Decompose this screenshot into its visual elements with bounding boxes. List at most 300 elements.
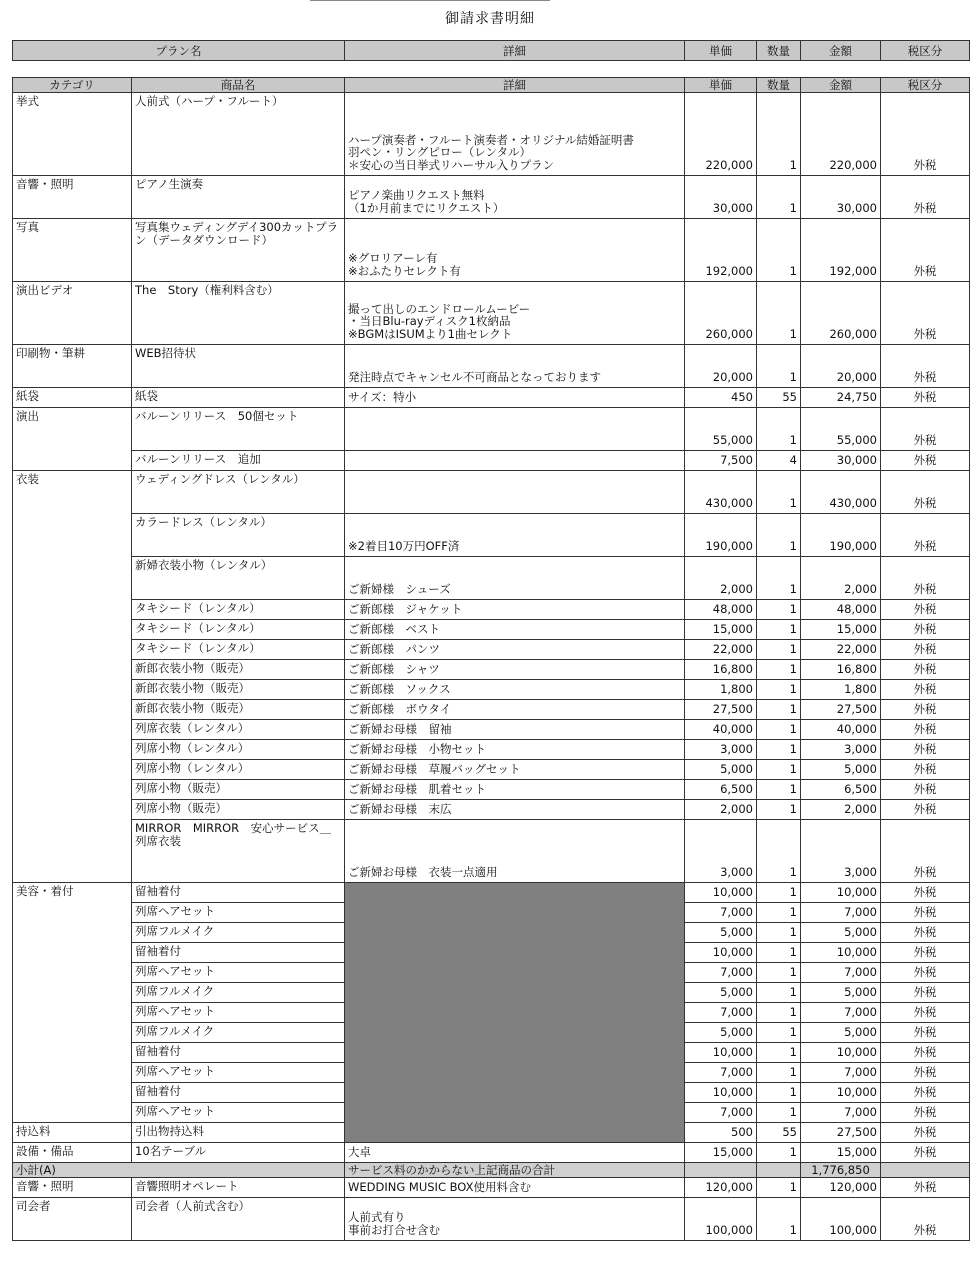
unit-price-cell: 10,000 (685, 943, 757, 963)
item-name-cell: 人前式（ハープ・フルート） (132, 93, 345, 176)
unit-price-cell: 190,000 (685, 514, 757, 557)
item-name-cell: 列席小物（販売） (132, 800, 345, 820)
category-cell: 音響・照明 (13, 176, 132, 219)
tax-type-cell: 外税 (881, 1103, 970, 1123)
quantity-cell: 1 (757, 963, 801, 983)
tax-type-cell: 外税 (881, 219, 970, 282)
plan-header-table (12, 40, 970, 61)
table-row (13, 700, 970, 720)
item-name-cell: 新婦衣装小物（レンタル） (132, 557, 345, 600)
table-row (13, 451, 970, 471)
unit-price-cell: 22,000 (685, 640, 757, 660)
category-cell (13, 451, 132, 471)
tax-type-cell: 外税 (881, 800, 970, 820)
category-cell (13, 1003, 132, 1023)
tax-header: 税区分 (881, 78, 970, 93)
item-name-cell: バルーンリリース 追加 (132, 451, 345, 471)
unit-price-cell: 7,000 (685, 1103, 757, 1123)
detail-cell: ご新郎様 ソックス (345, 680, 685, 700)
detail-header: 詳細 (345, 78, 685, 93)
amount-cell: 30,000 (801, 176, 881, 219)
table-row (13, 1198, 970, 1241)
amount-cell: 7,000 (801, 1103, 881, 1123)
unit-price-cell: 7,000 (685, 1003, 757, 1023)
table-row (13, 740, 970, 760)
tax-type-cell: 外税 (881, 760, 970, 780)
unit-price-cell: 15,000 (685, 620, 757, 640)
unit-price-cell: 10,000 (685, 1043, 757, 1063)
detail-cell: ご新婦お母様 小物セット (345, 740, 685, 760)
tax-type-cell: 外税 (881, 720, 970, 740)
amount-cell: 7,000 (801, 1063, 881, 1083)
tax-type-cell: 外税 (881, 903, 970, 923)
category-cell (13, 557, 132, 600)
detail-cell: 大卓 (345, 1143, 685, 1163)
top-rule (310, 0, 550, 1)
subtotal-amount: 1,776,850 (801, 1163, 881, 1178)
item-name-cell: 列席小物（レンタル） (132, 760, 345, 780)
amount-cell: 27,500 (801, 700, 881, 720)
item-name-cell: タキシード（レンタル） (132, 600, 345, 620)
unit-price-cell: 260,000 (685, 282, 757, 345)
item-name-cell: 新郎衣装小物（販売） (132, 700, 345, 720)
unit-price-cell: 1,800 (685, 680, 757, 700)
item-name-cell: タキシード（レンタル） (132, 640, 345, 660)
category-cell: 挙式 (13, 93, 132, 176)
category-cell: 紙袋 (13, 388, 132, 408)
detail-cell: サイズ：特小 (345, 388, 685, 408)
category-cell: 演出 (13, 408, 132, 451)
unit-price-cell: 27,500 (685, 700, 757, 720)
amount-cell: 10,000 (801, 943, 881, 963)
category-cell: 司会者 (13, 1198, 132, 1241)
amount-cell: 20,000 (801, 345, 881, 388)
unit-price-cell: 16,800 (685, 660, 757, 680)
category-cell: 印刷物・筆耕 (13, 345, 132, 388)
amount-cell: 5,000 (801, 923, 881, 943)
quantity-cell: 1 (757, 1083, 801, 1103)
tax-type-cell: 外税 (881, 983, 970, 1003)
amount-cell: 7,000 (801, 903, 881, 923)
category-cell (13, 740, 132, 760)
table-row (13, 680, 970, 700)
category-cell: 美容・着付 (13, 883, 132, 903)
item-name-cell: 列席ヘアセット (132, 1003, 345, 1023)
category-cell: 設備・備品 (13, 1143, 132, 1163)
item-name-cell: 10名テーブル (132, 1143, 345, 1163)
unit-price-header: 単価 (685, 78, 757, 93)
unit-price-cell: 5,000 (685, 1023, 757, 1043)
category-cell (13, 963, 132, 983)
item-name-cell: 音響照明オペレート (132, 1178, 345, 1198)
item-name-cell: 留袖着付 (132, 1043, 345, 1063)
unit-price-cell: 120,000 (685, 1178, 757, 1198)
category-cell: 衣装 (13, 471, 132, 514)
quantity-cell: 1 (757, 93, 801, 176)
amount-cell: 430,000 (801, 471, 881, 514)
amount-cell: 27,500 (801, 1123, 881, 1143)
table-row (13, 176, 970, 219)
empty-cell (757, 1163, 801, 1178)
table-row (13, 640, 970, 660)
quantity-cell: 1 (757, 760, 801, 780)
category-cell (13, 760, 132, 780)
item-name-cell: The Story（権利料含む） (132, 282, 345, 345)
tax-type-cell: 外税 (881, 408, 970, 451)
amount-cell: 220,000 (801, 93, 881, 176)
tax-type-cell: 外税 (881, 388, 970, 408)
table-row (13, 883, 970, 903)
table-row (13, 800, 970, 820)
category-cell (13, 1083, 132, 1103)
detail-cell: ご新婦お母様 肌着セット (345, 780, 685, 800)
detail-cell (345, 451, 685, 471)
tax-type-cell: 外税 (881, 1023, 970, 1043)
category-cell (13, 943, 132, 963)
detail-cell: ご新郎様 パンツ (345, 640, 685, 660)
unit-price-cell: 5,000 (685, 923, 757, 943)
category-cell: 音響・照明 (13, 1178, 132, 1198)
table-row (13, 345, 970, 388)
detail-cell (345, 471, 685, 514)
unit-price-cell: 55,000 (685, 408, 757, 451)
quantity-cell: 1 (757, 219, 801, 282)
quantity-cell: 1 (757, 1143, 801, 1163)
detail-cell: ご新婦お母様 留袖 (345, 720, 685, 740)
item-name-cell: バルーンリリース 50個セット (132, 408, 345, 451)
quantity-cell: 1 (757, 1023, 801, 1043)
tax-type-cell: 外税 (881, 1198, 970, 1241)
tax-type-cell: 外税 (881, 1083, 970, 1103)
quantity-cell: 1 (757, 557, 801, 600)
item-name-cell: 列席ヘアセット (132, 903, 345, 923)
amount-header: 金額 (801, 78, 881, 93)
unit-price-cell: 40,000 (685, 720, 757, 740)
category-cell (13, 700, 132, 720)
quantity-cell: 1 (757, 1003, 801, 1023)
amount-cell: 5,000 (801, 983, 881, 1003)
detail-cell: ご新婦お母様 衣装一点適用 (345, 820, 685, 883)
unit-price-cell: 5,000 (685, 983, 757, 1003)
item-name-cell: 引出物持込料 (132, 1123, 345, 1143)
table-row (13, 780, 970, 800)
unit-price-cell: 7,500 (685, 451, 757, 471)
unit-price-cell: 6,500 (685, 780, 757, 800)
redacted-block (345, 883, 685, 1143)
table-row (13, 219, 970, 282)
plan-unit-header: 単価 (685, 41, 757, 61)
item-name-cell: 留袖着付 (132, 943, 345, 963)
amount-cell: 6,500 (801, 780, 881, 800)
tax-type-cell: 外税 (881, 1123, 970, 1143)
unit-price-cell: 2,000 (685, 557, 757, 600)
amount-cell: 7,000 (801, 1003, 881, 1023)
amount-cell: 5,000 (801, 1023, 881, 1043)
unit-price-cell: 10,000 (685, 1083, 757, 1103)
table-row (13, 514, 970, 557)
quantity-cell: 1 (757, 800, 801, 820)
category-cell: 写真 (13, 219, 132, 282)
tax-type-cell: 外税 (881, 471, 970, 514)
amount-cell: 100,000 (801, 1198, 881, 1241)
item-name-cell: WEB招待状 (132, 345, 345, 388)
detail-cell: ※2着目10万円OFF済 (345, 514, 685, 557)
tax-type-cell: 外税 (881, 1043, 970, 1063)
amount-cell: 24,750 (801, 388, 881, 408)
quantity-cell: 1 (757, 1043, 801, 1063)
item-name-cell: 列席ヘアセット (132, 1063, 345, 1083)
quantity-cell: 1 (757, 700, 801, 720)
amount-cell: 10,000 (801, 1043, 881, 1063)
amount-cell: 10,000 (801, 883, 881, 903)
table-row (13, 620, 970, 640)
tax-type-cell: 外税 (881, 451, 970, 471)
category-cell (13, 1103, 132, 1123)
tax-type-cell: 外税 (881, 514, 970, 557)
category-cell (13, 1043, 132, 1063)
amount-cell: 40,000 (801, 720, 881, 740)
amount-cell: 55,000 (801, 408, 881, 451)
detail-cell: 発注時点でキャンセル不可商品となっております (345, 345, 685, 388)
quantity-cell: 1 (757, 780, 801, 800)
table-row (13, 557, 970, 600)
quantity-cell: 1 (757, 600, 801, 620)
quantity-cell: 1 (757, 983, 801, 1003)
table-row (13, 820, 970, 883)
unit-price-cell: 450 (685, 388, 757, 408)
table-row (13, 1143, 970, 1163)
amount-cell: 1,800 (801, 680, 881, 700)
amount-cell: 3,000 (801, 740, 881, 760)
category-cell (13, 800, 132, 820)
category-cell: 演出ビデオ (13, 282, 132, 345)
unit-price-cell: 100,000 (685, 1198, 757, 1241)
tax-type-cell: 外税 (881, 282, 970, 345)
amount-cell: 5,000 (801, 760, 881, 780)
item-name-cell: タキシード（レンタル） (132, 620, 345, 640)
subtotal-detail: サービス料のかからない上記商品の合計 (345, 1163, 685, 1178)
quantity-cell: 1 (757, 640, 801, 660)
detail-cell: ピアノ楽曲リクエスト無料 （1か月前までにリクエスト） (345, 176, 685, 219)
detail-cell: WEDDING MUSIC BOX使用料含む (345, 1178, 685, 1198)
quantity-cell: 1 (757, 1198, 801, 1241)
table-row (13, 760, 970, 780)
detail-cell: ※グロリアーレ有 ※おふたりセレクト有 (345, 219, 685, 282)
detail-cell: ご新婦お母様 草履バッグセット (345, 760, 685, 780)
amount-cell: 22,000 (801, 640, 881, 660)
tax-type-cell: 外税 (881, 176, 970, 219)
item-header: 商品名 (132, 78, 345, 93)
amount-cell: 260,000 (801, 282, 881, 345)
amount-cell: 2,000 (801, 557, 881, 600)
tax-type-cell: 外税 (881, 700, 970, 720)
page-title: 御請求書明細 (445, 11, 535, 27)
category-cell (13, 720, 132, 740)
unit-price-cell: 7,000 (685, 1063, 757, 1083)
detail-cell: ご新郎様 シャツ (345, 660, 685, 680)
unit-price-cell: 5,000 (685, 760, 757, 780)
quantity-cell: 1 (757, 883, 801, 903)
item-name-cell: 紙袋 (132, 388, 345, 408)
item-name-cell: 列席衣装（レンタル） (132, 720, 345, 740)
empty-cell (685, 1163, 757, 1178)
amount-cell: 48,000 (801, 600, 881, 620)
plan-name-header: プラン名 (13, 41, 345, 61)
empty-cell (881, 1163, 970, 1178)
item-name-cell: 列席フルメイク (132, 983, 345, 1003)
unit-price-cell: 2,000 (685, 800, 757, 820)
item-name-cell: カラードレス（レンタル） (132, 514, 345, 557)
table-row (13, 600, 970, 620)
table-row (13, 471, 970, 514)
quantity-cell: 1 (757, 903, 801, 923)
subtotal-row (13, 1163, 970, 1178)
quantity-cell: 1 (757, 820, 801, 883)
subtotal-label: 小計(A) (13, 1163, 345, 1178)
table-row (13, 408, 970, 451)
detail-cell: ご新郎様 ボウタイ (345, 700, 685, 720)
tax-type-cell: 外税 (881, 93, 970, 176)
tax-type-cell: 外税 (881, 943, 970, 963)
unit-price-cell: 500 (685, 1123, 757, 1143)
amount-cell: 15,000 (801, 620, 881, 640)
quantity-cell: 1 (757, 345, 801, 388)
table-row (13, 720, 970, 740)
item-name-cell: 列席小物（レンタル） (132, 740, 345, 760)
plan-amount-header: 金額 (801, 41, 881, 61)
unit-price-cell: 48,000 (685, 600, 757, 620)
item-name-cell: 新郎衣装小物（販売） (132, 680, 345, 700)
item-name-cell: 留袖着付 (132, 1083, 345, 1103)
plan-qty-header: 数量 (757, 41, 801, 61)
tax-type-cell: 外税 (881, 820, 970, 883)
tax-type-cell: 外税 (881, 923, 970, 943)
quantity-cell: 1 (757, 1178, 801, 1198)
unit-price-cell: 7,000 (685, 903, 757, 923)
quantity-cell: 1 (757, 680, 801, 700)
quantity-cell: 1 (757, 514, 801, 557)
plan-detail-header: 詳細 (345, 41, 685, 61)
item-name-cell: ピアノ生演奏 (132, 176, 345, 219)
category-cell (13, 600, 132, 620)
quantity-cell: 1 (757, 471, 801, 514)
tax-type-cell: 外税 (881, 883, 970, 903)
item-name-cell: 列席ヘアセット (132, 1103, 345, 1123)
tax-type-cell: 外税 (881, 557, 970, 600)
category-cell (13, 780, 132, 800)
amount-cell: 192,000 (801, 219, 881, 282)
tax-type-cell: 外税 (881, 780, 970, 800)
tax-type-cell: 外税 (881, 345, 970, 388)
amount-cell: 120,000 (801, 1178, 881, 1198)
detail-cell: ハープ演奏者・フルート演奏者・オリジナル結婚証明書 羽ペン・リングピロー（レンタル） ＊安心の当日挙式リハーサル入りプラン (345, 93, 685, 176)
detail-cell: ご新郎様 ジャケット (345, 600, 685, 620)
tax-type-cell: 外税 (881, 1003, 970, 1023)
category-cell (13, 983, 132, 1003)
quantity-cell: 55 (757, 1123, 801, 1143)
unit-price-cell: 7,000 (685, 963, 757, 983)
category-cell (13, 680, 132, 700)
category-cell (13, 660, 132, 680)
quantity-cell: 1 (757, 620, 801, 640)
category-cell (13, 620, 132, 640)
tax-type-cell: 外税 (881, 680, 970, 700)
tax-type-cell: 外税 (881, 1143, 970, 1163)
table-row (13, 660, 970, 680)
unit-price-cell: 15,000 (685, 1143, 757, 1163)
category-cell (13, 1023, 132, 1043)
amount-cell: 10,000 (801, 1083, 881, 1103)
category-cell (13, 923, 132, 943)
tax-type-cell: 外税 (881, 600, 970, 620)
quantity-cell: 1 (757, 923, 801, 943)
detail-cell: 撮って出しのエンドロールムービー ・当日Blu-rayディスク1枚納品 ※BGMはISUMより1曲セレクト (345, 282, 685, 345)
item-name-cell: 列席フルメイク (132, 923, 345, 943)
amount-cell: 3,000 (801, 820, 881, 883)
amount-cell: 7,000 (801, 963, 881, 983)
table-row (13, 93, 970, 176)
tax-type-cell: 外税 (881, 640, 970, 660)
item-name-cell: 列席小物（販売） (132, 780, 345, 800)
amount-cell: 2,000 (801, 800, 881, 820)
table-row (13, 388, 970, 408)
unit-price-cell: 430,000 (685, 471, 757, 514)
item-name-cell: ウェディングドレス（レンタル） (132, 471, 345, 514)
unit-price-cell: 192,000 (685, 219, 757, 282)
quantity-cell: 1 (757, 408, 801, 451)
quantity-cell: 1 (757, 176, 801, 219)
detail-cell: 人前式有り 事前お打合せ含む (345, 1198, 685, 1241)
category-cell (13, 514, 132, 557)
quantity-header: 数量 (757, 78, 801, 93)
item-name-cell: 新郎衣装小物（販売） (132, 660, 345, 680)
unit-price-cell: 20,000 (685, 345, 757, 388)
item-name-cell: 列席ヘアセット (132, 963, 345, 983)
tax-type-cell: 外税 (881, 1178, 970, 1198)
amount-cell: 15,000 (801, 1143, 881, 1163)
amount-cell: 190,000 (801, 514, 881, 557)
item-name-cell: 留袖着付 (132, 883, 345, 903)
tax-type-cell: 外税 (881, 963, 970, 983)
category-cell: 持込料 (13, 1123, 132, 1143)
table-row (13, 282, 970, 345)
category-cell (13, 820, 132, 883)
quantity-cell: 1 (757, 282, 801, 345)
detail-cell (345, 408, 685, 451)
plan-tax-header: 税区分 (881, 41, 970, 61)
unit-price-cell: 30,000 (685, 176, 757, 219)
category-header: カテゴリ (13, 78, 132, 93)
item-name-cell: 列席フルメイク (132, 1023, 345, 1043)
quantity-cell: 4 (757, 451, 801, 471)
item-name-cell: 写真集ウェディングデイ300カットプラン（データダウンロード） (132, 219, 345, 282)
detail-cell: ご新婦お母様 末広 (345, 800, 685, 820)
category-cell (13, 640, 132, 660)
quantity-cell: 1 (757, 660, 801, 680)
item-name-cell: 司会者（人前式含む） (132, 1198, 345, 1241)
unit-price-cell: 3,000 (685, 740, 757, 760)
quantity-cell: 1 (757, 720, 801, 740)
detail-cell: ご新婦様 シューズ (345, 557, 685, 600)
quantity-cell: 1 (757, 1103, 801, 1123)
quantity-cell: 1 (757, 1063, 801, 1083)
quantity-cell: 1 (757, 740, 801, 760)
quantity-cell: 55 (757, 388, 801, 408)
category-cell (13, 1063, 132, 1083)
table-row (13, 1178, 970, 1198)
tax-type-cell: 外税 (881, 660, 970, 680)
amount-cell: 30,000 (801, 451, 881, 471)
